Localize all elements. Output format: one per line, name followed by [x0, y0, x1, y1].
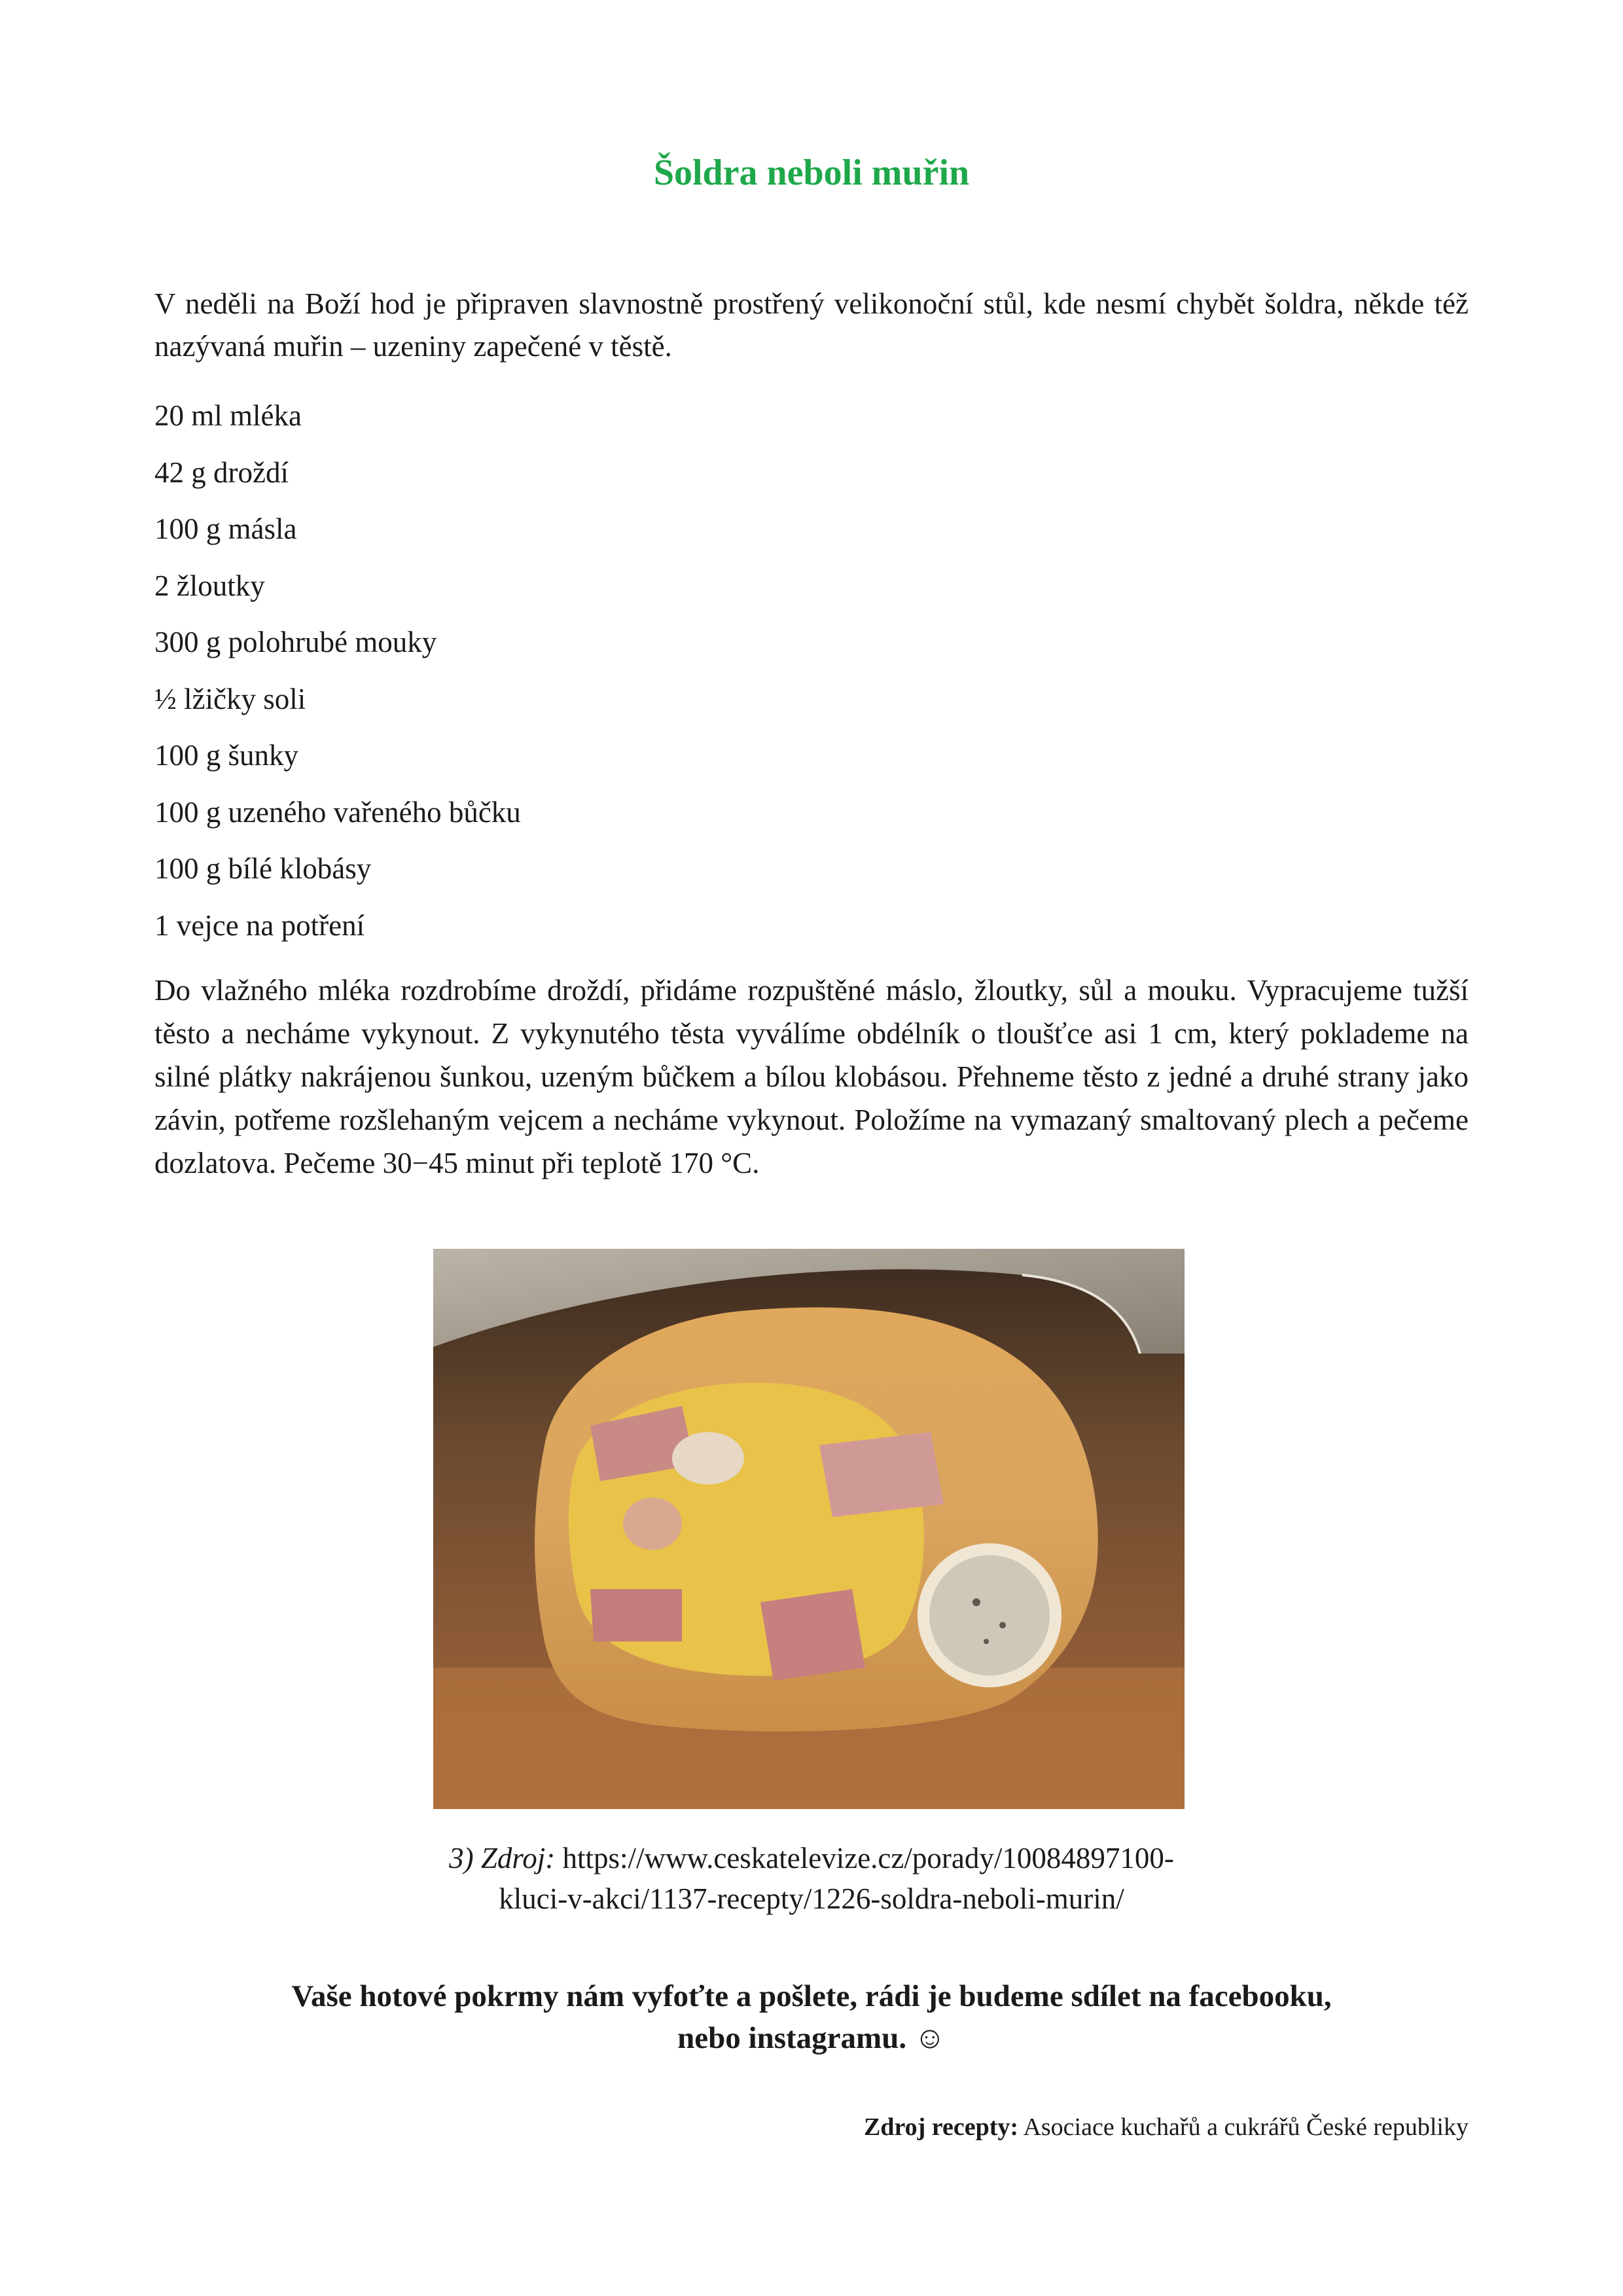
recipe-credit — [864, 2113, 1469, 2142]
intro-line-1: V neděli na Boží hod je připraven slavnostně prostřený velikonoční stůl, kde nesmí chybět šoldra, — [154, 287, 1344, 320]
ingredient-item: 100 g bílé klobásy — [154, 852, 372, 885]
ingredient-item: 100 g másla — [154, 512, 297, 545]
source-link[interactable]: https://www.ceskatelevize.cz/porady/10084897100- — [562, 1842, 1174, 1874]
ingredient-item: 42 g droždí — [154, 456, 289, 489]
share-line-1: Vaše hotové pokrmy nám vyfoťte a pošlete, rádi je budeme sdílet na facebooku, — [291, 1979, 1332, 2013]
intro-line-2: někde též nazývaná muřin – uzeniny zapečené v těstě. — [154, 287, 1469, 363]
source-link-continued[interactable]: kluci-v-akci/1137-recepty/1226-soldra-neboli-murin/ — [499, 1882, 1124, 1915]
method-paragraph — [154, 969, 1469, 1185]
ingredients-list — [154, 387, 521, 954]
ingredient-item: 300 g polohrubé mouky — [154, 626, 437, 658]
method-line-3: 1 cm, který poklademe na silné plátky nakrájenou šunkou, uzeným bůčkem a bílou klobásou. — [154, 1017, 1469, 1093]
image-caption — [0, 1838, 1623, 1919]
recipe-title: Šoldra neboli muřin — [653, 152, 970, 193]
credit-value: Asociace kuchařů a cukrářů České republiky — [1023, 2113, 1469, 2141]
ingredient-item: 100 g uzeného vařeného bůčku — [154, 795, 521, 829]
method-line-4: Přehneme těsto z jedné a druhé strany jako závin, potřeme rozšlehaným vejcem a necháme — [154, 1060, 1469, 1136]
ingredient-item: 100 g šunky — [154, 739, 299, 772]
caption-label: 3) Zdroj: — [449, 1842, 556, 1874]
ingredient-item: ½ lžičky soli — [154, 682, 306, 715]
method-line-5: vykynout. Položíme na vymazaný smaltovaný plech a pečeme dozlatova. Pečeme 30−45 minut při — [154, 1103, 1469, 1179]
ingredient-item: 1 vejce na potření — [154, 908, 365, 942]
ingredient-item: 20 ml mléka — [154, 399, 302, 432]
intro-paragraph — [154, 283, 1469, 368]
method-line-2: Vypracujeme tužší těsto a necháme vykynout. Z vykynutého těsta vyválíme obdélník o tloušťce asi — [154, 974, 1469, 1050]
soldra-photo — [433, 1249, 1185, 1809]
share-message — [0, 1975, 1623, 2059]
method-line-6: teplotě 170 °C. — [581, 1147, 760, 1179]
share-line-2: nebo instagramu. ☺ — [677, 2021, 946, 2055]
credit-label: Zdroj recepty: — [863, 2113, 1019, 2141]
method-line-1: Do vlažného mléka rozdrobíme droždí, přidáme rozpuštěné máslo, žloutky, sůl a mouku. — [154, 974, 1237, 1007]
ingredient-item: 2 žloutky — [154, 569, 265, 602]
